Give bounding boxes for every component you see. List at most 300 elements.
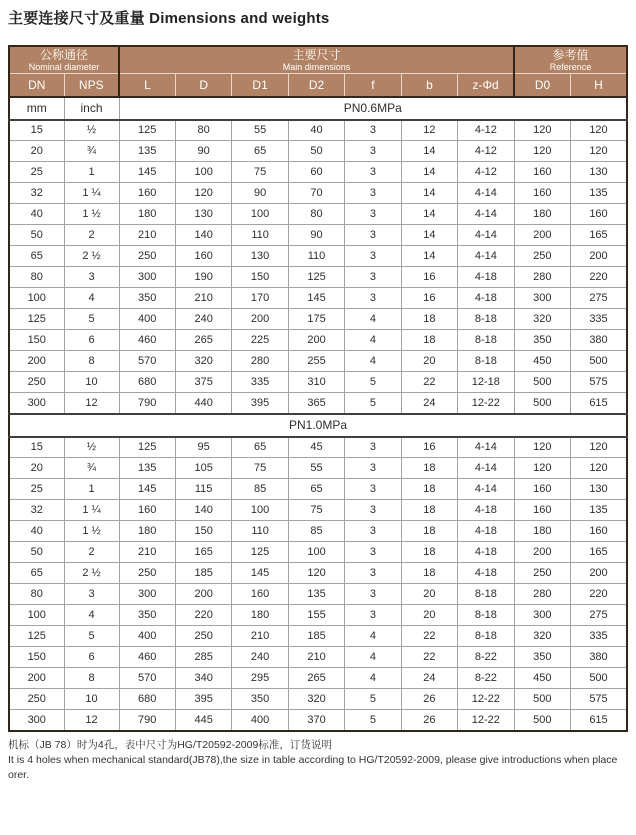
table-cell: 1 xyxy=(64,162,119,183)
table-cell: 12-22 xyxy=(458,393,514,414)
table-cell: 250 xyxy=(514,563,570,584)
table-cell: 265 xyxy=(288,668,344,689)
table-cell: 100 xyxy=(232,204,288,225)
table-cell: 160 xyxy=(571,204,628,225)
table-cell: ½ xyxy=(64,437,119,458)
table-cell: 3 xyxy=(345,500,401,521)
table-cell: 80 xyxy=(9,584,64,605)
table-cell: 250 xyxy=(119,563,175,584)
column-header-dn: DN xyxy=(9,74,64,97)
table-cell: 250 xyxy=(9,372,64,393)
table-cell: 185 xyxy=(175,563,231,584)
table-cell: 210 xyxy=(232,626,288,647)
table-cell: 4-18 xyxy=(458,288,514,309)
table-cell: 22 xyxy=(401,626,457,647)
table-cell: 3 xyxy=(345,563,401,584)
table-cell: 300 xyxy=(119,584,175,605)
table-cell: 4-14 xyxy=(458,458,514,479)
table-cell: 8-18 xyxy=(458,584,514,605)
table-cell: 375 xyxy=(175,372,231,393)
table-cell: 18 xyxy=(401,330,457,351)
table-cell: 20 xyxy=(9,141,64,162)
table-cell: 3 xyxy=(64,267,119,288)
group-header-zh: 公称通径 xyxy=(39,48,88,62)
table-cell: 2 xyxy=(64,542,119,563)
table-cell: 1 ¼ xyxy=(64,183,119,204)
table-cell: 165 xyxy=(175,542,231,563)
table-cell: 250 xyxy=(175,626,231,647)
table-cell: 14 xyxy=(401,204,457,225)
section-divider-row xyxy=(9,414,627,437)
table-cell: 26 xyxy=(401,689,457,710)
table-cell: 300 xyxy=(514,288,570,309)
column-header-row xyxy=(9,74,627,97)
table-cell: 135 xyxy=(571,183,628,204)
table-cell: 165 xyxy=(571,542,628,563)
table-cell: 4-18 xyxy=(458,521,514,542)
table-cell: 22 xyxy=(401,372,457,393)
table-cell: 140 xyxy=(175,225,231,246)
table-cell: 200 xyxy=(9,668,64,689)
table-cell: 5 xyxy=(345,372,401,393)
table-cell: 5 xyxy=(345,689,401,710)
table-cell: 3 xyxy=(345,141,401,162)
table-cell: 8-18 xyxy=(458,309,514,330)
table-cell: 4 xyxy=(64,288,119,309)
table-row xyxy=(9,162,627,183)
table-cell: 16 xyxy=(401,267,457,288)
table-cell: 790 xyxy=(119,710,175,731)
table-cell: 50 xyxy=(288,141,344,162)
table-cell: 450 xyxy=(514,351,570,372)
table-cell: 120 xyxy=(288,563,344,584)
group-header-zh: 参考值 xyxy=(552,48,589,62)
table-cell: 4-14 xyxy=(458,225,514,246)
table-cell: 320 xyxy=(175,351,231,372)
table-cell: 680 xyxy=(119,689,175,710)
table-cell: 8-18 xyxy=(458,351,514,372)
table-row xyxy=(9,183,627,204)
table-cell: 65 xyxy=(288,479,344,500)
table-cell: 10 xyxy=(64,372,119,393)
table-cell: 160 xyxy=(119,183,175,204)
table-cell: 145 xyxy=(119,479,175,500)
table-cell: 350 xyxy=(119,605,175,626)
table-cell: 180 xyxy=(232,605,288,626)
table-cell: 8-22 xyxy=(458,647,514,668)
table-cell: 12 xyxy=(64,710,119,731)
table-row xyxy=(9,563,627,584)
table-cell: 3 xyxy=(345,542,401,563)
table-cell: 12 xyxy=(64,393,119,414)
table-cell: 3 xyxy=(345,521,401,542)
table-cell: 14 xyxy=(401,162,457,183)
table-cell: 310 xyxy=(288,372,344,393)
table-cell: 12-22 xyxy=(458,689,514,710)
table-cell: 40 xyxy=(9,204,64,225)
table-cell: 3 xyxy=(64,584,119,605)
table-cell: 95 xyxy=(175,437,231,458)
table-cell: 90 xyxy=(175,141,231,162)
table-cell: 4-14 xyxy=(458,246,514,267)
table-cell: 135 xyxy=(119,141,175,162)
table-cell: 150 xyxy=(232,267,288,288)
table-cell: 120 xyxy=(175,183,231,204)
table-cell: 285 xyxy=(175,647,231,668)
table-cell: 3 xyxy=(345,605,401,626)
table-cell: 160 xyxy=(514,500,570,521)
table-cell: 8-22 xyxy=(458,668,514,689)
table-cell: 120 xyxy=(514,141,570,162)
table-cell: 2 xyxy=(64,225,119,246)
table-cell: 55 xyxy=(232,120,288,141)
table-row xyxy=(9,584,627,605)
table-row xyxy=(9,647,627,668)
table-cell: 350 xyxy=(119,288,175,309)
table-cell: 100 xyxy=(9,288,64,309)
table-cell: 160 xyxy=(175,246,231,267)
table-cell: 75 xyxy=(232,458,288,479)
table-row xyxy=(9,204,627,225)
table-cell: 120 xyxy=(571,437,628,458)
table-cell: 500 xyxy=(571,668,628,689)
table-cell: 145 xyxy=(288,288,344,309)
table-cell: 445 xyxy=(175,710,231,731)
table-cell: 145 xyxy=(232,563,288,584)
table-cell: 40 xyxy=(9,521,64,542)
table-row xyxy=(9,542,627,563)
table-cell: 300 xyxy=(9,710,64,731)
table-cell: 180 xyxy=(119,204,175,225)
table-cell: 395 xyxy=(232,393,288,414)
table-cell: 615 xyxy=(571,710,628,731)
table-cell: ½ xyxy=(64,120,119,141)
table-cell: 400 xyxy=(119,309,175,330)
table-cell: 3 xyxy=(345,437,401,458)
table-cell: 500 xyxy=(514,710,570,731)
table-cell: 220 xyxy=(571,584,628,605)
table-row xyxy=(9,458,627,479)
table-cell: 300 xyxy=(514,605,570,626)
table-cell: 265 xyxy=(175,330,231,351)
table-row xyxy=(9,605,627,626)
column-header-f: f xyxy=(345,74,401,97)
table-cell: 60 xyxy=(288,162,344,183)
table-cell: 40 xyxy=(288,120,344,141)
table-cell: 85 xyxy=(232,479,288,500)
table-cell: 24 xyxy=(401,668,457,689)
table-cell: 18 xyxy=(401,521,457,542)
table-cell: 220 xyxy=(571,267,628,288)
table-cell: 255 xyxy=(288,351,344,372)
table-cell: 250 xyxy=(514,246,570,267)
table-cell: 90 xyxy=(232,183,288,204)
group-header-zh: 主要尺寸 xyxy=(292,48,341,62)
table-cell: 45 xyxy=(288,437,344,458)
table-cell: 200 xyxy=(9,351,64,372)
table-cell: 200 xyxy=(514,225,570,246)
table-row xyxy=(9,309,627,330)
table-cell: 180 xyxy=(514,204,570,225)
table-cell: 80 xyxy=(288,204,344,225)
table-cell: 150 xyxy=(175,521,231,542)
table-cell: 5 xyxy=(64,309,119,330)
table-cell: 12-22 xyxy=(458,710,514,731)
table-cell: 6 xyxy=(64,330,119,351)
table-cell: 240 xyxy=(175,309,231,330)
group-header-en: Reference xyxy=(549,62,592,72)
table-cell: 4 xyxy=(345,309,401,330)
table-cell: 32 xyxy=(9,500,64,521)
table-cell: 170 xyxy=(232,288,288,309)
table-cell: 3 xyxy=(345,162,401,183)
table-cell: 100 xyxy=(232,500,288,521)
table-cell: 50 xyxy=(9,225,64,246)
table-cell: 85 xyxy=(288,521,344,542)
table-cell: 320 xyxy=(288,689,344,710)
table-cell: 4-18 xyxy=(458,542,514,563)
table-cell: 125 xyxy=(232,542,288,563)
column-header-z-phi-d: z-Φd xyxy=(458,74,514,97)
table-cell: 22 xyxy=(401,647,457,668)
table-cell: 18 xyxy=(401,309,457,330)
column-header-h: H xyxy=(571,74,628,97)
table-cell: 125 xyxy=(9,309,64,330)
unit-inch-cell: inch xyxy=(64,97,119,120)
table-cell: 135 xyxy=(288,584,344,605)
table-row xyxy=(9,225,627,246)
table-cell: 140 xyxy=(175,500,231,521)
table-cell: 575 xyxy=(571,372,628,393)
table-cell: 335 xyxy=(571,309,628,330)
table-cell: 160 xyxy=(514,479,570,500)
table-cell: 240 xyxy=(232,647,288,668)
table-cell: 200 xyxy=(232,309,288,330)
table-cell: 5 xyxy=(345,710,401,731)
table-cell: 150 xyxy=(9,330,64,351)
table-cell: 2 ½ xyxy=(64,563,119,584)
table-row xyxy=(9,351,627,372)
table-cell: 225 xyxy=(232,330,288,351)
group-header-en: Nominal diameter xyxy=(28,62,100,72)
table-cell: 145 xyxy=(119,162,175,183)
table-cell: 110 xyxy=(232,521,288,542)
table-cell: 400 xyxy=(232,710,288,731)
table-cell: 280 xyxy=(232,351,288,372)
table-cell: 250 xyxy=(119,246,175,267)
column-header-b: b xyxy=(401,74,457,97)
table-cell: 90 xyxy=(288,225,344,246)
table-cell: 180 xyxy=(119,521,175,542)
table-cell: 150 xyxy=(9,647,64,668)
table-cell: 4-14 xyxy=(458,437,514,458)
table-cell: 380 xyxy=(571,330,628,351)
table-cell: 130 xyxy=(175,204,231,225)
footnote-zh: 机标（JB 78）时为4孔，表中尺寸为HG/T20592-2009标准，订货说明 xyxy=(8,738,332,751)
table-cell: 3 xyxy=(345,479,401,500)
table-cell: 175 xyxy=(288,309,344,330)
table-cell: 110 xyxy=(288,246,344,267)
table-cell: 4 xyxy=(345,647,401,668)
table-row xyxy=(9,521,627,542)
table-row xyxy=(9,710,627,731)
table-cell: 200 xyxy=(571,563,628,584)
table-cell: 100 xyxy=(175,162,231,183)
table-cell: 220 xyxy=(175,605,231,626)
table-cell: 4-12 xyxy=(458,162,514,183)
table-cell: 4-14 xyxy=(458,183,514,204)
table-cell: 12 xyxy=(401,120,457,141)
table-cell: 280 xyxy=(514,584,570,605)
table-cell: 335 xyxy=(571,626,628,647)
table-cell: 120 xyxy=(514,120,570,141)
table-cell: 350 xyxy=(514,647,570,668)
group-header-reference xyxy=(514,46,627,74)
table-cell: 8 xyxy=(64,351,119,372)
table-cell: 570 xyxy=(119,668,175,689)
table-cell: 24 xyxy=(401,393,457,414)
table-cell: 4 xyxy=(64,605,119,626)
table-cell: 200 xyxy=(288,330,344,351)
table-cell: 500 xyxy=(514,689,570,710)
table-cell: 100 xyxy=(288,542,344,563)
table-cell: 575 xyxy=(571,689,628,710)
table-cell: ¾ xyxy=(64,458,119,479)
table-cell: 135 xyxy=(119,458,175,479)
table-cell: 300 xyxy=(119,267,175,288)
table-cell: 25 xyxy=(9,479,64,500)
table-cell: 3 xyxy=(345,246,401,267)
table-cell: 110 xyxy=(232,225,288,246)
table-cell: 65 xyxy=(232,437,288,458)
table-cell: 3 xyxy=(345,225,401,246)
table-cell: 155 xyxy=(288,605,344,626)
footnote-en: It is 4 holes when mechanical standard(JB78),the size in table according to HG/T20592-2009, please give introductions when place orer. xyxy=(8,753,618,781)
table-cell: 80 xyxy=(9,267,64,288)
table-cell: 1 ¼ xyxy=(64,500,119,521)
table-cell: 14 xyxy=(401,141,457,162)
table-cell: 115 xyxy=(175,479,231,500)
column-header-d2: D2 xyxy=(288,74,344,97)
table-cell: 15 xyxy=(9,437,64,458)
table-cell: 130 xyxy=(571,479,628,500)
table-cell: 2 ½ xyxy=(64,246,119,267)
table-cell: 200 xyxy=(175,584,231,605)
table-cell: 125 xyxy=(9,626,64,647)
table-cell: 180 xyxy=(514,521,570,542)
table-cell: 365 xyxy=(288,393,344,414)
table-row xyxy=(9,267,627,288)
table-row xyxy=(9,120,627,141)
table-cell: 3 xyxy=(345,204,401,225)
table-cell: 130 xyxy=(571,162,628,183)
table-cell: 4-12 xyxy=(458,120,514,141)
table-cell: 3 xyxy=(345,183,401,204)
table-cell: 135 xyxy=(571,500,628,521)
table-row xyxy=(9,689,627,710)
table-cell: 335 xyxy=(232,372,288,393)
table-cell: 370 xyxy=(288,710,344,731)
section-label: PN1.0MPa xyxy=(9,414,627,437)
table-cell: 4-14 xyxy=(458,479,514,500)
table-cell: 14 xyxy=(401,225,457,246)
table-cell: 160 xyxy=(514,162,570,183)
table-cell: 4-18 xyxy=(458,563,514,584)
table-cell: 210 xyxy=(288,647,344,668)
section-divider-row xyxy=(9,97,627,120)
table-cell: 3 xyxy=(345,120,401,141)
table-row xyxy=(9,288,627,309)
table-cell: 200 xyxy=(571,246,628,267)
table-cell: 105 xyxy=(175,458,231,479)
table-cell: 250 xyxy=(9,689,64,710)
table-row xyxy=(9,626,627,647)
table-cell: 1 xyxy=(64,479,119,500)
table-cell: 4 xyxy=(345,668,401,689)
table-cell: 790 xyxy=(119,393,175,414)
table-cell: 350 xyxy=(514,330,570,351)
group-header-en: Main dimensions xyxy=(282,62,351,72)
table-cell: 80 xyxy=(175,120,231,141)
table-cell: 8-18 xyxy=(458,605,514,626)
table-cell: 320 xyxy=(514,309,570,330)
table-cell: 50 xyxy=(9,542,64,563)
table-cell: 25 xyxy=(9,162,64,183)
column-header-d1: D1 xyxy=(232,74,288,97)
table-cell: 125 xyxy=(288,267,344,288)
table-cell: 3 xyxy=(345,288,401,309)
table-row xyxy=(9,141,627,162)
table-cell: 8-18 xyxy=(458,626,514,647)
table-cell: 4-18 xyxy=(458,500,514,521)
footnote xyxy=(8,738,628,783)
group-header-nominal-diameter xyxy=(9,46,119,74)
table-cell: 1 ½ xyxy=(64,204,119,225)
table-cell: 14 xyxy=(401,183,457,204)
table-cell: 380 xyxy=(571,647,628,668)
table-cell: 3 xyxy=(345,584,401,605)
table-cell: 160 xyxy=(571,521,628,542)
table-cell: 680 xyxy=(119,372,175,393)
table-cell: 6 xyxy=(64,647,119,668)
table-cell: 8 xyxy=(64,668,119,689)
table-cell: 65 xyxy=(9,246,64,267)
column-header-d: D xyxy=(175,74,231,97)
table-cell: 16 xyxy=(401,288,457,309)
table-cell: 15 xyxy=(9,120,64,141)
table-cell: 5 xyxy=(64,626,119,647)
table-cell: 160 xyxy=(232,584,288,605)
column-header-l: L xyxy=(119,74,175,97)
table-cell: 100 xyxy=(9,605,64,626)
table-row xyxy=(9,246,627,267)
section-label: PN0.6MPa xyxy=(119,97,627,120)
table-cell: 18 xyxy=(401,563,457,584)
table-cell: 570 xyxy=(119,351,175,372)
table-cell: 18 xyxy=(401,479,457,500)
table-cell: 160 xyxy=(514,183,570,204)
table-cell: 20 xyxy=(401,584,457,605)
group-header-main-dimensions xyxy=(119,46,514,74)
table-cell: 295 xyxy=(232,668,288,689)
table-cell: 200 xyxy=(514,542,570,563)
column-header-d0: D0 xyxy=(514,74,570,97)
table-cell: 4-18 xyxy=(458,267,514,288)
table-cell: 500 xyxy=(514,372,570,393)
table-cell: 340 xyxy=(175,668,231,689)
table-cell: 120 xyxy=(514,458,570,479)
table-cell: 18 xyxy=(401,458,457,479)
